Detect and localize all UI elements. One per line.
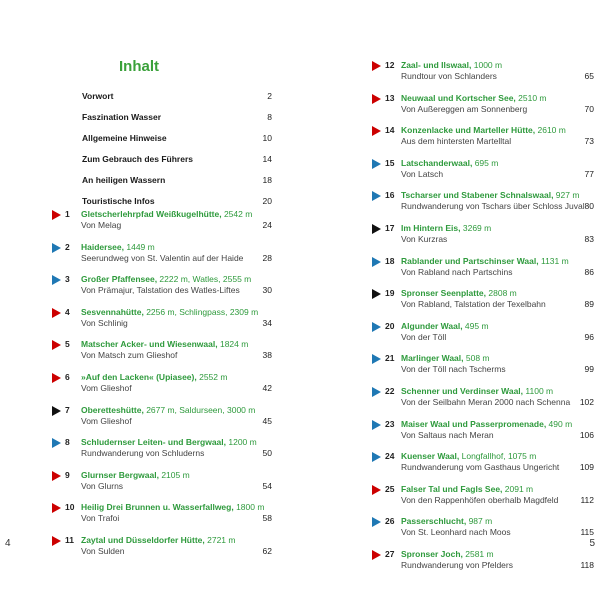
entry-page: 58 xyxy=(262,513,272,524)
entry-title xyxy=(81,242,155,252)
entry-title xyxy=(401,353,490,363)
toc-entry[interactable] xyxy=(372,419,594,449)
toc-entry[interactable] xyxy=(372,60,594,90)
entry-altitude: 3269 m xyxy=(460,223,492,233)
toc-entry[interactable] xyxy=(52,209,272,239)
entry-subtitle: Von Prämajur, Talstation des Watles-Liftes xyxy=(81,285,240,296)
entry-altitude: 508 m xyxy=(463,353,490,364)
entry-subtitle: Von Schlinig xyxy=(81,317,128,328)
flag-icon xyxy=(52,210,61,220)
entry-title xyxy=(81,470,190,480)
toc-entry[interactable] xyxy=(52,437,272,467)
entry-number: 13 xyxy=(385,92,395,103)
toc-entry[interactable] xyxy=(52,307,272,337)
toc-entry[interactable] xyxy=(372,484,594,514)
front-matter-item[interactable] xyxy=(82,196,272,206)
entry-title xyxy=(401,484,533,494)
entry-altitude: 695 m xyxy=(472,157,499,168)
entry-altitude: Longfallhof, 1075 m xyxy=(459,451,537,462)
entry-page: 38 xyxy=(262,350,272,361)
entry-subtitle: Von der Töll xyxy=(401,331,447,342)
entry-altitude: 2721 m xyxy=(204,535,236,545)
toc-entry[interactable] xyxy=(52,274,272,304)
entry-title xyxy=(81,307,258,317)
entry-number: 6 xyxy=(65,372,70,382)
entry-number: 9 xyxy=(65,469,70,480)
entry-page: 34 xyxy=(262,317,272,328)
entry-title-text: Sesvennahütte, xyxy=(81,306,144,317)
toc-entry[interactable] xyxy=(372,190,594,220)
toc-entry[interactable] xyxy=(372,125,594,155)
entry-page: 30 xyxy=(262,285,272,296)
page-number-left: 4 xyxy=(5,538,11,549)
flag-icon xyxy=(52,373,61,383)
front-matter-label: Zum Gebrauch des Führers xyxy=(82,154,193,164)
toc-entry[interactable] xyxy=(372,223,594,253)
page-number-right: 5 xyxy=(589,538,595,549)
entry-number: 15 xyxy=(385,157,395,168)
entry-altitude: 2222 m, Watles, 2555 m xyxy=(157,274,252,285)
entry-title-text: Im Hintern Eis, xyxy=(401,223,461,233)
entry-title xyxy=(81,209,252,219)
entry-subtitle: Von St. Leonhard nach Moos xyxy=(401,527,511,538)
entry-page: 102 xyxy=(579,397,594,407)
entry-subtitle: Rundwanderung von Tschars über Schloss Juval xyxy=(401,201,585,212)
flag-icon xyxy=(52,406,61,416)
entry-title-text: Spronser Seenplatte, xyxy=(401,288,487,299)
entry-subtitle: Seerundweg von St. Valentin auf der Haide xyxy=(81,252,244,263)
entry-page: 42 xyxy=(262,383,272,393)
front-matter-label: An heiligen Wassern xyxy=(82,175,166,185)
entry-title-text: Konzenlacke und Marteller Hütte, xyxy=(401,125,536,136)
entry-number: 27 xyxy=(385,549,395,559)
entry-number: 19 xyxy=(385,288,395,299)
entry-subtitle: Von der Töll nach Tscherms xyxy=(401,364,506,375)
entry-title-text: Schenner und Verdinser Waal, xyxy=(401,386,524,396)
entry-altitude: 2808 m xyxy=(486,288,517,299)
flag-icon xyxy=(52,340,61,350)
entry-subtitle: Rundwanderung von Pfelders xyxy=(401,560,513,570)
entry-altitude: 2581 m xyxy=(462,549,494,559)
entry-subtitle: Von Glurns xyxy=(81,480,124,491)
front-matter-label: Vorwort xyxy=(82,91,114,101)
entry-title xyxy=(81,372,227,382)
entry-title xyxy=(401,125,566,135)
entry-title-text: Großer Pfaffensee, xyxy=(81,274,158,285)
entry-altitude: 2256 m, Schlingpass, 2309 m xyxy=(143,306,259,317)
flag-icon xyxy=(372,159,381,169)
toc-entry[interactable] xyxy=(52,502,272,532)
entry-altitude: 1131 m xyxy=(538,255,569,266)
entry-page: 96 xyxy=(584,331,594,342)
front-matter-item[interactable] xyxy=(82,154,272,164)
entry-number: 7 xyxy=(65,404,70,415)
flag-icon xyxy=(372,224,381,234)
flag-icon xyxy=(372,354,381,364)
entry-subtitle: Von Rabland, Talstation der Texelbahn xyxy=(401,299,546,310)
entry-page: 109 xyxy=(579,462,594,473)
entry-subtitle: Von der Seilbahn Meran 2000 nach Schenna xyxy=(401,397,571,407)
flag-icon xyxy=(372,550,381,560)
flag-icon xyxy=(52,471,61,481)
toc-entry[interactable] xyxy=(52,470,272,500)
entry-number: 1 xyxy=(65,209,70,219)
entry-title xyxy=(401,451,536,461)
entry-title xyxy=(401,93,547,103)
entry-number: 21 xyxy=(385,353,395,364)
flag-icon xyxy=(372,191,381,201)
entry-page: 54 xyxy=(262,480,272,491)
front-matter-page: 14 xyxy=(262,154,272,164)
entry-altitude: 2091 m xyxy=(502,483,534,494)
entry-subtitle: Vom Glieshof xyxy=(81,383,132,393)
entry-subtitle: Vom Glieshof xyxy=(81,415,132,426)
flag-icon xyxy=(372,517,381,527)
front-matter-label: Faszination Wasser xyxy=(82,112,162,122)
front-matter-item[interactable] xyxy=(82,91,272,101)
entry-title-text: Neuwaal und Kortscher See, xyxy=(401,92,516,103)
entry-title-text: Algunder Waal, xyxy=(401,320,463,331)
entry-subtitle: Aus dem hintersten Martelltal xyxy=(401,136,512,147)
entry-page: 89 xyxy=(584,299,594,310)
entry-title xyxy=(401,190,579,200)
entry-number: 22 xyxy=(385,386,395,396)
entry-number: 23 xyxy=(385,418,395,429)
entry-page: 24 xyxy=(262,220,272,230)
entry-page: 86 xyxy=(584,266,594,277)
entry-altitude: 1200 m xyxy=(226,437,257,448)
entry-subtitle: Von Trafoi xyxy=(81,513,120,524)
toc-entry[interactable] xyxy=(372,353,594,383)
entry-title-text: Gletscherlehrpfad Weißkugelhütte, xyxy=(81,209,222,219)
entry-title-text: Schludernser Leiten- und Bergwaal, xyxy=(81,437,227,448)
flag-icon xyxy=(52,536,61,546)
entry-title-text: Falser Tal und Fagls See, xyxy=(401,483,503,494)
entry-title xyxy=(401,516,492,526)
entry-title-text: Tscharser und Stabener Schnalswaal, xyxy=(401,190,554,201)
entry-page: 50 xyxy=(262,448,272,459)
entry-number: 11 xyxy=(65,535,74,545)
entry-altitude: 1824 m xyxy=(217,339,249,350)
entry-altitude: 1100 m xyxy=(523,386,554,396)
entry-title xyxy=(81,535,235,545)
entry-title xyxy=(401,288,517,298)
entry-subtitle: Von Kurzras xyxy=(401,234,448,244)
entry-page: 115 xyxy=(580,527,594,538)
entry-page: 65 xyxy=(584,71,594,81)
toc-entry[interactable] xyxy=(372,256,594,286)
front-matter-page: 18 xyxy=(262,175,272,185)
entry-title xyxy=(81,502,264,512)
entry-title xyxy=(81,339,248,349)
entry-number: 16 xyxy=(385,190,395,201)
entry-title-text: Oberetteshütte, xyxy=(81,404,144,415)
entry-title-text: Maiser Waal und Passerpromenade, xyxy=(401,418,547,429)
entry-title-text: Spronser Joch, xyxy=(401,549,463,559)
entry-title-text: Heilig Drei Brunnen u. Wasserfallweg, xyxy=(81,502,234,513)
entry-title-text: Haidersee, xyxy=(81,241,124,252)
front-matter-item[interactable] xyxy=(82,112,272,122)
entry-altitude: 987 m xyxy=(466,516,493,527)
front-matter-page: 10 xyxy=(262,133,272,143)
entry-altitude: 495 m xyxy=(462,320,489,331)
flag-icon xyxy=(52,243,61,253)
entry-subtitle: Von Melag xyxy=(81,220,122,230)
entry-title xyxy=(401,321,489,331)
entry-title-text: Marlinger Waal, xyxy=(401,353,464,364)
flag-icon xyxy=(372,126,381,136)
entry-number: 10 xyxy=(65,502,75,513)
entry-page: 77 xyxy=(584,168,594,179)
flag-icon xyxy=(52,438,61,448)
flag-icon xyxy=(372,257,381,267)
entry-number: 5 xyxy=(65,339,70,350)
entry-altitude: 2105 m xyxy=(158,469,190,480)
entry-title xyxy=(81,405,255,415)
entry-altitude: 1800 m xyxy=(233,502,265,513)
entry-title xyxy=(401,256,569,266)
entry-subtitle: Von Matsch zum Glieshof xyxy=(81,350,178,361)
front-matter-page: 2 xyxy=(267,91,272,101)
entry-title-text: Kuenser Waal, xyxy=(401,451,460,462)
flag-icon xyxy=(52,308,61,318)
front-matter-item[interactable] xyxy=(82,133,272,143)
entry-altitude: 2552 m xyxy=(196,372,228,382)
entry-title-text: Glurnser Bergwaal, xyxy=(81,469,159,480)
entry-page: 106 xyxy=(579,429,594,440)
front-matter-label: Allgemeine Hinweise xyxy=(82,133,167,143)
entry-title xyxy=(401,60,502,70)
entry-subtitle: Von Rabland nach Partschins xyxy=(401,266,513,277)
entry-subtitle: Von den Rappenhöfen oberhalb Magdfeld xyxy=(401,494,559,505)
entry-number: 20 xyxy=(385,320,395,331)
toc-entry[interactable] xyxy=(52,535,272,565)
entry-title-text: »Auf den Lacken« (Upiasee), xyxy=(81,372,197,382)
flag-icon xyxy=(372,452,381,462)
entry-subtitle: Von Sulden xyxy=(81,546,125,556)
entry-title xyxy=(401,419,572,429)
entry-number: 14 xyxy=(385,125,395,136)
entry-page: 62 xyxy=(262,546,272,556)
flag-icon xyxy=(372,61,381,71)
entry-subtitle: Von Latsch xyxy=(401,168,444,179)
entry-title xyxy=(401,223,491,233)
toc-entry[interactable] xyxy=(372,288,594,318)
front-matter-page: 20 xyxy=(262,196,272,206)
entry-altitude: 1449 m xyxy=(124,241,155,252)
entry-title-text: Rablander und Partschinser Waal, xyxy=(401,255,539,266)
toc-entry[interactable] xyxy=(372,516,594,546)
toc-entry[interactable] xyxy=(52,405,272,435)
flag-icon xyxy=(372,289,381,299)
toc-entry[interactable] xyxy=(52,372,272,402)
entry-subtitle: Rundtour von Schlanders xyxy=(401,71,497,81)
entry-title-text: Passerschlucht, xyxy=(401,516,467,527)
entry-title-text: Latschanderwaal, xyxy=(401,157,473,168)
entry-altitude: 1000 m xyxy=(471,60,503,70)
entry-altitude: 2542 m xyxy=(221,209,253,219)
flag-icon xyxy=(52,503,61,513)
flag-icon xyxy=(372,387,381,397)
toc-entry[interactable] xyxy=(372,158,594,188)
entry-number: 2 xyxy=(65,241,70,252)
entry-page: 83 xyxy=(584,234,594,244)
entry-number: 4 xyxy=(65,306,70,317)
entry-number: 17 xyxy=(385,223,395,233)
entry-page: 73 xyxy=(584,136,594,147)
entry-number: 12 xyxy=(385,60,395,70)
entry-page: 118 xyxy=(580,560,594,570)
entry-subtitle: Von Saltaus nach Meran xyxy=(401,429,494,440)
entry-title-text: Matscher Acker- und Wiesenwaal, xyxy=(81,339,218,350)
entry-page: 28 xyxy=(262,252,272,263)
flag-icon xyxy=(372,420,381,430)
entry-title-text: Zaal- und Ilswaal, xyxy=(401,60,472,70)
entry-altitude: 2610 m xyxy=(535,125,566,136)
front-matter-label: Touristische Infos xyxy=(82,196,155,206)
entry-altitude: 2510 m xyxy=(515,92,547,103)
entry-title xyxy=(81,274,251,284)
toc-entry[interactable] xyxy=(52,242,272,272)
entry-page: 45 xyxy=(262,415,272,426)
entry-title xyxy=(401,386,553,396)
front-matter-page: 8 xyxy=(267,112,272,122)
page-title: Inhalt xyxy=(119,58,159,75)
toc-entry[interactable] xyxy=(372,321,594,351)
front-matter-item[interactable] xyxy=(82,175,272,185)
entry-altitude: 490 m xyxy=(546,418,573,429)
entry-title xyxy=(401,549,494,559)
entry-number: 18 xyxy=(385,255,395,266)
entry-number: 3 xyxy=(65,274,70,285)
entry-page: 99 xyxy=(584,364,594,375)
entry-altitude: 2677 m, Saldurseen, 3000 m xyxy=(143,404,256,415)
flag-icon xyxy=(372,322,381,332)
flag-icon xyxy=(372,485,381,495)
flag-icon xyxy=(372,94,381,104)
entry-title xyxy=(81,437,257,447)
entry-number: 26 xyxy=(385,516,395,527)
flag-icon xyxy=(52,275,61,285)
toc-entry[interactable] xyxy=(372,93,594,123)
entry-title xyxy=(401,158,498,168)
entry-altitude: 927 m xyxy=(553,190,580,201)
entry-page: 112 xyxy=(580,494,594,505)
toc-entry[interactable] xyxy=(52,339,272,369)
entry-page: 70 xyxy=(584,103,594,114)
toc-entry[interactable] xyxy=(372,549,594,579)
entry-page: 80 xyxy=(584,201,594,212)
entry-subtitle: Rundwanderung vom Gasthaus Ungericht xyxy=(401,462,560,473)
entry-subtitle: Von Außereggen am Sonnenberg xyxy=(401,103,528,114)
entry-subtitle: Rundwanderung von Schluderns xyxy=(81,448,205,459)
entry-title-text: Zaytal und Düsseldorfer Hütte, xyxy=(81,535,205,545)
entry-number: 25 xyxy=(385,483,395,494)
entry-number: 24 xyxy=(385,451,395,462)
toc-entry[interactable] xyxy=(372,386,594,416)
toc-entry[interactable] xyxy=(372,451,594,481)
entry-number: 8 xyxy=(65,437,70,448)
